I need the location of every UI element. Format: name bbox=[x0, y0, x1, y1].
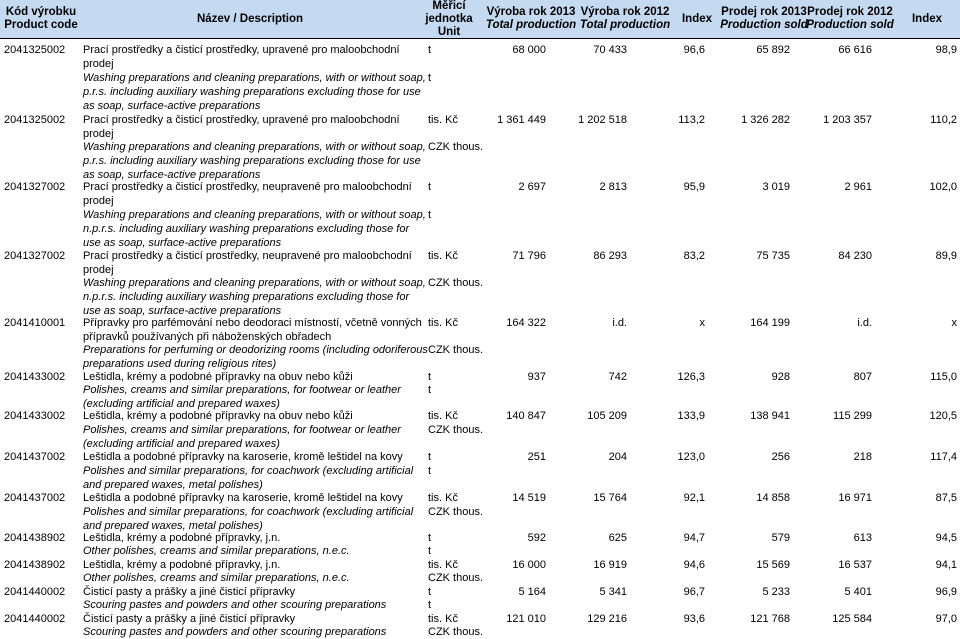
product-description: Preparations for perfuming or deodorizing rooms (including odoriferous preparations used during religious rites) bbox=[83, 344, 428, 370]
production-2013: 2 697 bbox=[518, 181, 546, 193]
product-description: Prací prostředky a čisticí prostředky, neupravené pro maloobchodní prodej bbox=[83, 181, 412, 207]
product-code: 2041438902 bbox=[4, 532, 66, 544]
sold-2013: 14 858 bbox=[756, 492, 790, 504]
unit: t bbox=[428, 599, 432, 611]
product-description: Čisticí pasty a prášky a jiné čisticí přípravky bbox=[83, 586, 296, 598]
header-label: Měřicí bbox=[432, 0, 466, 12]
production-2012: 625 bbox=[608, 532, 627, 544]
index-production: 123,0 bbox=[677, 451, 705, 463]
product-code: 2041433002 bbox=[4, 371, 66, 383]
production-2013: 71 796 bbox=[512, 250, 546, 262]
unit: t bbox=[428, 384, 432, 396]
table-header bbox=[0, 0, 960, 39]
production-2012: 129 216 bbox=[587, 613, 627, 625]
production-2013: 14 519 bbox=[512, 492, 546, 504]
index-production: 113,2 bbox=[678, 114, 705, 126]
product-code: 2041325002 bbox=[4, 114, 66, 126]
product-description: Washing preparations and cleaning preparations, with or without soap, p.r.s. including auxiliary washing preparations excluding those for use as soap, surface-active preparations bbox=[83, 72, 426, 112]
header-sold-2012 bbox=[806, 6, 894, 32]
product-description: Polishes, creams and similar preparations, for footwear or leather (excluding artificial and prepared waxes) bbox=[83, 384, 401, 410]
unit: t bbox=[428, 181, 432, 193]
sold-2013: 65 892 bbox=[756, 44, 790, 56]
product-code: 2041327002 bbox=[4, 250, 66, 262]
product-description: Leštidla, krémy a podobné přípravky na obuv nebo kůži bbox=[83, 410, 353, 422]
sold-2013: 928 bbox=[771, 371, 790, 383]
header-label: Total production bbox=[579, 19, 671, 31]
production-2013: 140 847 bbox=[506, 410, 546, 422]
sold-2013: 3 019 bbox=[762, 181, 790, 193]
unit: t bbox=[428, 209, 432, 221]
unit: CZK thous. bbox=[428, 506, 484, 518]
production-2012: 204 bbox=[608, 451, 627, 463]
index-sold: 94,1 bbox=[935, 559, 957, 571]
sold-2012: 16 537 bbox=[838, 559, 872, 571]
sold-2012: 807 bbox=[853, 371, 872, 383]
index-production: 93,6 bbox=[683, 613, 705, 625]
product-description: Polishes, creams and similar preparations, for footwear or leather (excluding artificial and prepared waxes) bbox=[83, 424, 401, 450]
production-2012: i.d. bbox=[612, 317, 627, 329]
product-description: Washing preparations and cleaning preparations, with or without soap, n.p.r.s. including auxiliary washing preparations excluding those for use as soap, surface-active preparations bbox=[83, 277, 426, 317]
sold-2012: 2 961 bbox=[844, 181, 872, 193]
header-sold-2013 bbox=[720, 6, 808, 32]
production-2013: 5 164 bbox=[518, 586, 546, 598]
header-label: Production sold bbox=[720, 19, 808, 31]
production-2012: 15 764 bbox=[593, 492, 627, 504]
index-sold: 98,9 bbox=[935, 44, 957, 56]
index-production: 96,6 bbox=[683, 44, 705, 56]
unit: CZK thous. bbox=[428, 626, 484, 638]
header-description bbox=[150, 13, 350, 26]
product-description: Prací prostředky a čisticí prostředky, upravené pro maloobchodní prodej bbox=[83, 44, 400, 70]
product-description: Čisticí pasty a prášky a jiné čisticí přípravky bbox=[83, 613, 296, 625]
index-sold: x bbox=[951, 317, 957, 329]
unit: tis. Kč bbox=[428, 492, 458, 504]
production-2013: 121 010 bbox=[506, 613, 546, 625]
unit: t bbox=[428, 465, 432, 477]
header-label: Kód výrobku bbox=[5, 6, 77, 18]
sold-2013: 15 569 bbox=[756, 559, 790, 571]
header-unit bbox=[418, 0, 480, 39]
header-label: Index bbox=[681, 13, 713, 25]
product-description: Leštidla, krémy a podobné přípravky, j.n. bbox=[83, 532, 281, 544]
unit: tis. Kč bbox=[428, 613, 458, 625]
index-sold: 102,0 bbox=[929, 181, 957, 193]
index-sold: 94,5 bbox=[935, 532, 957, 544]
product-description: Scouring pastes and powders and other scouring preparations bbox=[83, 599, 387, 611]
product-description: Washing preparations and cleaning preparations, with or without soap, n.p.r.s. including auxiliary washing preparations excluding those for use as soap, surface-active preparations bbox=[83, 209, 426, 249]
product-description: Polishes and similar preparations, for coachwork (excluding artificial and prepared waxes, metal polishes) bbox=[83, 465, 414, 491]
index-production: 83,2 bbox=[683, 250, 705, 262]
header-index-production bbox=[672, 13, 722, 26]
production-2012: 1 202 518 bbox=[578, 114, 627, 126]
sold-2013: 121 768 bbox=[750, 613, 790, 625]
header-index-sold bbox=[900, 13, 954, 26]
sold-2013: 256 bbox=[771, 451, 790, 463]
product-description: Leštidla a podobné přípravky na karoserie, kromě leštidel na kovy bbox=[83, 451, 403, 463]
product-description: Leštidla a podobné přípravky na karoserie, kromě leštidel na kovy bbox=[83, 492, 403, 504]
product-code: 2041440002 bbox=[4, 613, 66, 625]
product-code: 2041438902 bbox=[4, 559, 66, 571]
sold-2013: 579 bbox=[771, 532, 790, 544]
unit: tis. Kč bbox=[428, 410, 458, 422]
header-label: Výroba rok 2013 bbox=[486, 6, 576, 18]
header-label: Production sold bbox=[806, 19, 894, 31]
sold-2012: 613 bbox=[853, 532, 872, 544]
index-production: 92,1 bbox=[683, 492, 705, 504]
production-2012: 2 813 bbox=[599, 181, 627, 193]
sold-2013: 164 199 bbox=[750, 317, 790, 329]
production-2012: 105 209 bbox=[587, 410, 627, 422]
product-code: 2041327002 bbox=[4, 181, 66, 193]
header-label: Total production bbox=[485, 19, 577, 31]
product-description: Other polishes, creams and similar preparations, n.e.c. bbox=[83, 572, 350, 584]
index-sold: 115,0 bbox=[930, 371, 957, 383]
sold-2013: 138 941 bbox=[750, 410, 790, 422]
index-sold: 96,9 bbox=[935, 586, 957, 598]
unit: t bbox=[428, 451, 432, 463]
index-sold: 97,0 bbox=[935, 613, 957, 625]
sold-2012: 66 616 bbox=[838, 44, 872, 56]
header-label: Prodej rok 2013 bbox=[721, 6, 807, 18]
sold-2012: 218 bbox=[853, 451, 872, 463]
unit: t bbox=[428, 72, 432, 84]
index-production: 95,9 bbox=[683, 181, 705, 193]
header-label: Unit bbox=[437, 26, 461, 38]
sold-2012: 115 299 bbox=[833, 410, 872, 422]
product-description: Polishes and similar preparations, for coachwork (excluding artificial and prepared waxes, metal polishes) bbox=[83, 506, 414, 532]
index-production: 94,7 bbox=[683, 532, 705, 544]
unit: tis. Kč bbox=[428, 559, 458, 571]
production-2013: 251 bbox=[527, 451, 546, 463]
unit: tis. Kč bbox=[428, 250, 458, 262]
production-2013: 16 000 bbox=[512, 559, 546, 571]
index-sold: 117,4 bbox=[930, 451, 957, 463]
unit: CZK thous. bbox=[428, 344, 484, 356]
index-sold: 89,9 bbox=[935, 250, 957, 262]
index-production: x bbox=[699, 317, 705, 329]
product-description: Přípravky pro parfémování nebo deodoraci místností, včetně vonných přípravků používaných při náboženských obřadech bbox=[83, 317, 422, 343]
sold-2012: 5 401 bbox=[844, 586, 872, 598]
product-description: Leštidla, krémy a podobné přípravky na obuv nebo kůži bbox=[83, 371, 353, 383]
production-2012: 5 341 bbox=[599, 586, 627, 598]
production-2013: 1 361 449 bbox=[497, 114, 546, 126]
sold-2012: 84 230 bbox=[838, 250, 872, 262]
sold-2013: 5 233 bbox=[762, 586, 790, 598]
unit: t bbox=[428, 44, 432, 56]
unit: t bbox=[428, 532, 432, 544]
index-production: 126,3 bbox=[677, 371, 705, 383]
unit: CZK thous. bbox=[428, 141, 484, 153]
product-code: 2041437002 bbox=[4, 492, 66, 504]
product-code: 2041325002 bbox=[4, 44, 66, 56]
header-label: Výroba rok 2012 bbox=[580, 6, 670, 18]
index-production: 133,9 bbox=[677, 410, 705, 422]
unit: tis. Kč bbox=[428, 114, 458, 126]
index-sold: 87,5 bbox=[935, 492, 957, 504]
product-code: 2041437002 bbox=[4, 451, 66, 463]
product-code: 2041410001 bbox=[4, 317, 66, 329]
production-2012: 16 919 bbox=[593, 559, 627, 571]
product-description: Prací prostředky a čisticí prostředky, upravené pro maloobchodní prodej bbox=[83, 114, 400, 140]
sold-2012: 16 971 bbox=[838, 492, 872, 504]
header-label: Product code bbox=[4, 19, 78, 31]
header-production-2012 bbox=[578, 6, 672, 32]
production-2012: 86 293 bbox=[593, 250, 627, 262]
production-2013: 164 322 bbox=[506, 317, 546, 329]
unit: CZK thous. bbox=[428, 572, 484, 584]
sold-2013: 1 326 282 bbox=[741, 114, 790, 126]
production-2013: 937 bbox=[527, 371, 546, 383]
header-production-2013 bbox=[484, 6, 578, 32]
header-label: Prodej rok 2012 bbox=[807, 6, 893, 18]
header-label: Index bbox=[911, 13, 943, 25]
unit: t bbox=[428, 545, 432, 557]
product-description: Washing preparations and cleaning preparations, with or without soap, p.r.s. including auxiliary washing preparations excluding those for use as soap, surface-active preparations bbox=[83, 141, 426, 181]
production-2013: 68 000 bbox=[512, 44, 546, 56]
sold-2012: i.d. bbox=[857, 317, 872, 329]
header-label: Název / Description bbox=[196, 13, 304, 25]
production-2013: 592 bbox=[527, 532, 546, 544]
header-label: jednotka bbox=[425, 13, 473, 25]
production-2012: 70 433 bbox=[593, 44, 627, 56]
unit: tis. Kč bbox=[428, 317, 458, 329]
sold-2012: 125 584 bbox=[832, 613, 872, 625]
index-sold: 120,5 bbox=[929, 410, 957, 422]
product-description: Leštidla, krémy a podobné přípravky, j.n. bbox=[83, 559, 281, 571]
product-description: Prací prostředky a čisticí prostředky, neupravené pro maloobchodní prodej bbox=[83, 250, 412, 276]
unit: t bbox=[428, 371, 432, 383]
production-2012: 742 bbox=[608, 371, 627, 383]
unit: t bbox=[428, 586, 432, 598]
product-description: Scouring pastes and powders and other scouring preparations bbox=[83, 626, 387, 638]
unit: CZK thous. bbox=[428, 277, 484, 289]
index-production: 94,6 bbox=[683, 559, 705, 571]
product-description: Other polishes, creams and similar preparations, n.e.c. bbox=[83, 545, 350, 557]
sold-2013: 75 735 bbox=[756, 250, 790, 262]
product-code: 2041440002 bbox=[4, 586, 66, 598]
header-product-code bbox=[2, 6, 80, 32]
sold-2012: 1 203 357 bbox=[823, 114, 872, 126]
index-production: 96,7 bbox=[683, 586, 705, 598]
product-code: 2041433002 bbox=[4, 410, 66, 422]
unit: CZK thous. bbox=[428, 424, 484, 436]
index-sold: 110,2 bbox=[930, 114, 957, 126]
